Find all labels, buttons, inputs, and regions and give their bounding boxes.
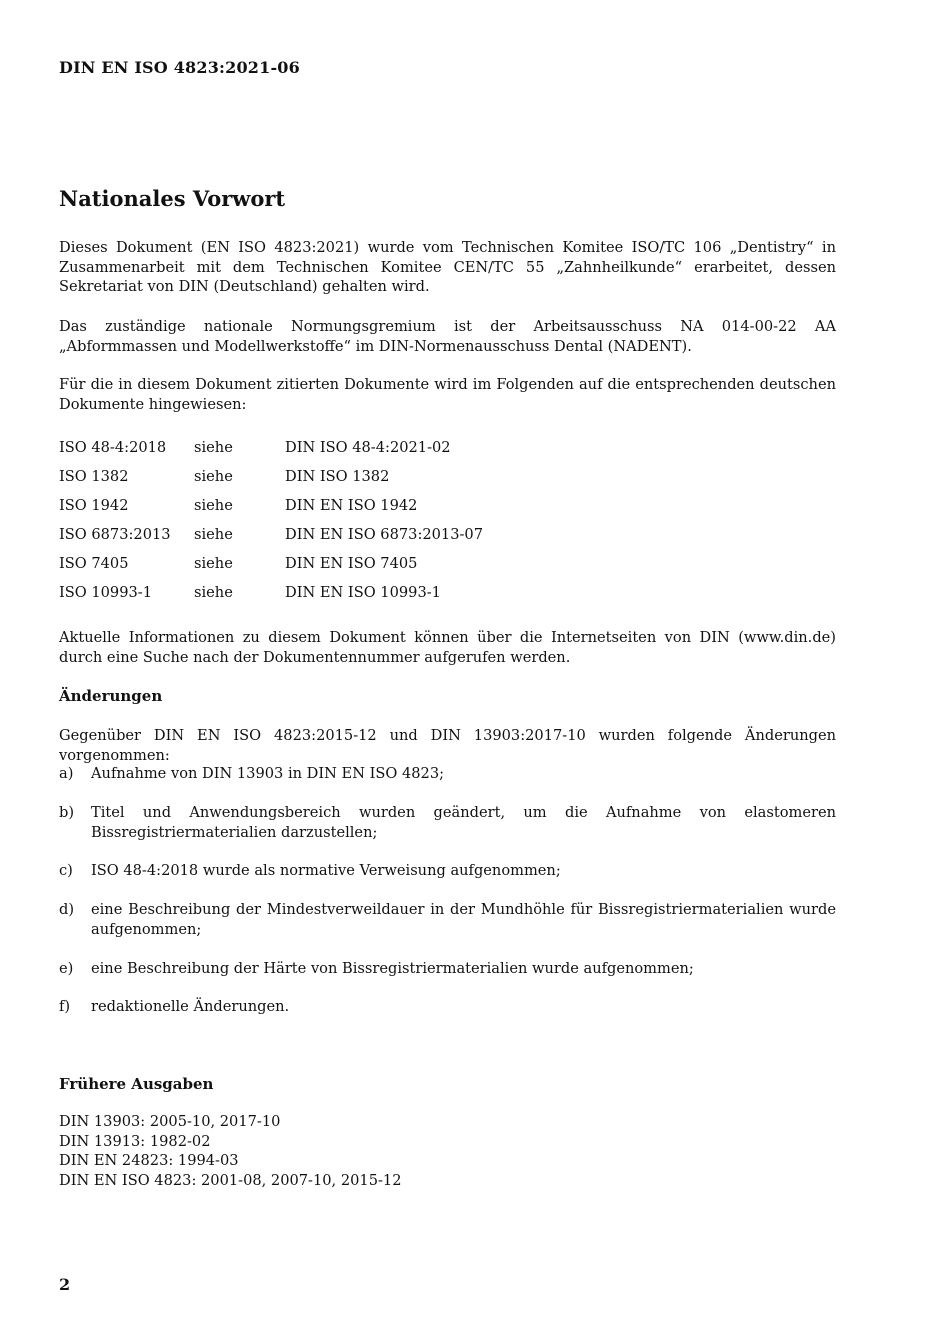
reference-iso: ISO 7405 xyxy=(59,555,129,572)
list-text: ISO 48-4:2018 wurde als normative Verweisung aufgenommen; xyxy=(91,862,561,879)
earlier-editions-heading: Frühere Ausgaben xyxy=(59,1075,214,1093)
edition-line: DIN 13913: 1982-02 xyxy=(59,1132,211,1150)
changes-intro: Gegenüber DIN EN ISO 4823:2015-12 und DIN 13903:2017-10 wurden folgende Änderungen vorgenommen: xyxy=(59,727,836,764)
changes-heading: Änderungen xyxy=(59,687,163,705)
reference-see: siehe xyxy=(194,526,233,543)
changes-list-item xyxy=(59,764,836,784)
reference-row xyxy=(59,582,836,611)
changes-list-item xyxy=(59,959,836,979)
reference-row xyxy=(59,466,836,495)
reference-see: siehe xyxy=(194,555,233,572)
list-marker: a) xyxy=(59,765,74,782)
reference-din: DIN EN ISO 6873:2013-07 xyxy=(285,526,483,543)
changes-list-item xyxy=(59,997,836,1017)
earlier-editions-list xyxy=(59,1112,401,1190)
reference-see: siehe xyxy=(194,439,233,456)
list-text: Titel und Anwendungsbereich wurden geändert, um die Aufnahme von elastomeren Bissregistriermaterialien darzustellen; xyxy=(91,804,836,841)
reference-iso: ISO 1382 xyxy=(59,468,129,485)
reference-iso: ISO 10993-1 xyxy=(59,584,153,601)
reference-row xyxy=(59,524,836,553)
changes-list-item xyxy=(59,803,836,842)
list-text: eine Beschreibung der Mindestverweildauer in der Mundhöhle für Bissregistriermaterialien wurde aufgenommen; xyxy=(91,901,836,938)
reference-din: DIN EN ISO 10993-1 xyxy=(285,584,441,601)
list-text: eine Beschreibung der Härte von Bissregistriermaterialien wurde aufgenommen; xyxy=(91,960,694,977)
document-id-header: DIN EN ISO 4823:2021-06 xyxy=(59,58,300,77)
list-marker: e) xyxy=(59,960,74,977)
reference-din: DIN ISO 48-4:2021-02 xyxy=(285,439,451,456)
list-text: Aufnahme von DIN 13903 in DIN EN ISO 4823; xyxy=(91,765,445,782)
reference-see: siehe xyxy=(194,468,233,485)
reference-row xyxy=(59,495,836,524)
changes-list-item xyxy=(59,900,836,939)
paragraph-current-info: Aktuelle Informationen zu diesem Dokument können über die Internetseiten von DIN (www.din.de) durch eine Suche nach der Dokumentennummer aufgerufen werden. xyxy=(59,629,836,666)
page-number: 2 xyxy=(59,1275,71,1294)
reference-see: siehe xyxy=(194,497,233,514)
reference-din: DIN EN ISO 7405 xyxy=(285,555,418,572)
section-title: Nationales Vorwort xyxy=(59,186,286,211)
reference-iso: ISO 48-4:2018 xyxy=(59,439,167,456)
edition-line: DIN EN ISO 4823: 2001-08, 2007-10, 2015-12 xyxy=(59,1171,402,1189)
reference-row xyxy=(59,553,836,582)
edition-line: DIN 13903: 2005-10, 2017-10 xyxy=(59,1113,281,1130)
reference-iso: ISO 6873:2013 xyxy=(59,526,171,543)
paragraph-standards-body: Das zuständige nationale Normungsgremium ist der Arbeitsausschuss NA 014-00-22 AA „Abformmassen und Modellwerkstoffe“ im DIN-Normenausschuss Dental (NADENT). xyxy=(59,318,836,355)
list-marker: c) xyxy=(59,862,73,879)
reference-table xyxy=(59,437,836,611)
paragraph-references-intro: Für die in diesem Dokument zitierten Dokumente wird im Folgenden auf die entsprechenden deutschen Dokumente hingewiesen: xyxy=(59,376,836,413)
list-marker: d) xyxy=(59,901,75,918)
reference-din: DIN ISO 1382 xyxy=(285,468,390,485)
reference-iso: ISO 1942 xyxy=(59,497,129,514)
changes-list-item xyxy=(59,861,836,881)
reference-din: DIN EN ISO 1942 xyxy=(285,497,418,514)
list-marker: f) xyxy=(59,998,71,1015)
paragraph-committee: Dieses Dokument (EN ISO 4823:2021) wurde vom Technischen Komitee ISO/TC 106 „Dentistry“ in Zusammenarbeit mit dem Technischen Komitee CEN/TC 55 „Zahnheilkunde“ erarbeitet, dessen Sekretariat von DIN (Deutschland) gehalten wird. xyxy=(59,239,836,295)
list-marker: b) xyxy=(59,804,75,821)
reference-row xyxy=(59,437,836,466)
reference-see: siehe xyxy=(194,584,233,601)
list-text: redaktionelle Änderungen. xyxy=(91,998,290,1015)
edition-line: DIN EN 24823: 1994-03 xyxy=(59,1152,239,1170)
